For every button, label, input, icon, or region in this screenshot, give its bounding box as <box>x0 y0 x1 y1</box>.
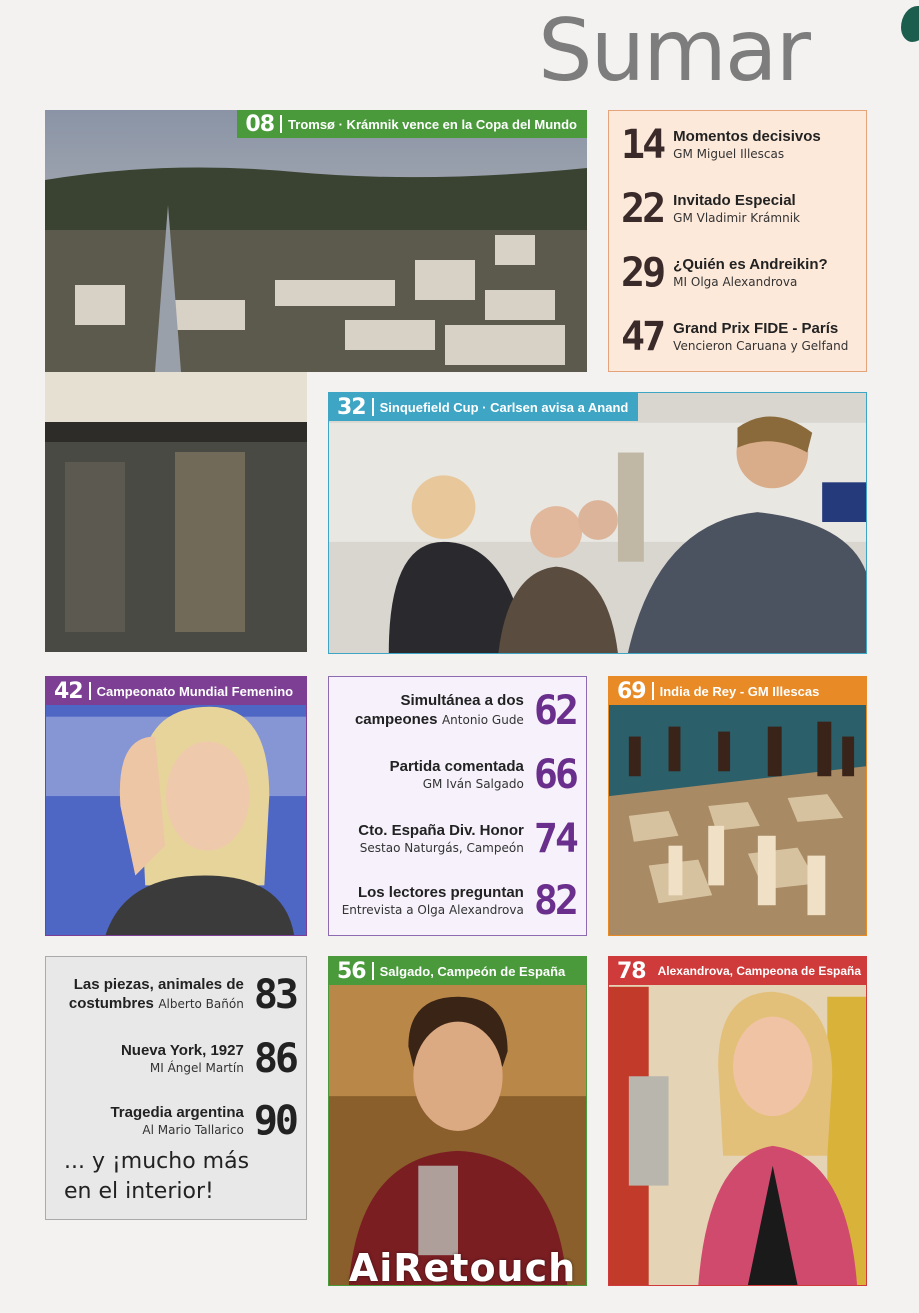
sinquefield-caption: Sinquefield Cup · Carlsen avisa a Anand <box>379 399 629 415</box>
caption-separator <box>652 682 654 700</box>
item-author: Entrevista a Olga Alexandrova <box>341 902 524 917</box>
item-title: Grand Prix FIDE - París <box>673 320 839 338</box>
india-caption-bar <box>609 677 866 705</box>
page-title: Sumar <box>538 1 809 101</box>
carlsen-trophy-photo <box>329 393 866 653</box>
sinquefield-article-card[interactable] <box>328 392 867 654</box>
item-author: GM Vladimir Krámnik <box>673 210 800 225</box>
mundial-caption-bar <box>46 677 306 705</box>
item-page-number: 22 <box>621 186 664 232</box>
item-page-number: 83 <box>253 972 296 1018</box>
item-author: Antonio Gude <box>441 713 524 728</box>
list-item[interactable] <box>621 186 800 232</box>
item-title: Los lectores preguntan <box>357 884 524 902</box>
item-title: Partida comentada <box>389 758 524 776</box>
middle-contents-list <box>328 676 587 936</box>
item-title: Momentos decisivos <box>673 128 821 146</box>
alexandrova-photo <box>609 957 866 1285</box>
more-line-1: ... y ¡mucho más <box>64 1149 250 1174</box>
item-page-number: 74 <box>533 816 576 862</box>
item-title: Tragedia argentina <box>110 1104 244 1122</box>
item-page-number: 29 <box>621 250 664 296</box>
india-page-number: 69 <box>617 678 646 704</box>
female-champion-photo <box>46 677 306 935</box>
tromso-page-number: 08 <box>245 111 275 137</box>
top-contents-list <box>608 110 867 372</box>
item-page-number: 62 <box>533 688 576 734</box>
mundial-femenino-card[interactable] <box>45 676 307 936</box>
item-page-number: 14 <box>621 122 664 168</box>
item-author: Al Mario Tallarico <box>142 1122 244 1137</box>
alexandrova-page-number: 78 <box>617 958 646 984</box>
item-page-number: 82 <box>533 878 576 924</box>
list-item[interactable] <box>389 752 576 798</box>
item-title-continued: campeones <box>354 711 438 729</box>
mundial-caption: Campeonato Mundial Femenino <box>96 683 294 699</box>
item-title: Invitado Especial <box>673 192 796 210</box>
tromso-article-card[interactable] <box>45 110 587 372</box>
caption-separator <box>89 682 91 700</box>
alexandrova-caption: Alexandrova, Campeona de España <box>657 964 862 978</box>
item-title: Las piezas, animales de <box>73 975 244 993</box>
caption-separator <box>280 115 282 133</box>
item-page-number: 47 <box>621 314 664 360</box>
list-item[interactable] <box>68 972 296 1018</box>
chessboard-photo <box>609 677 866 935</box>
sinquefield-page-number: 32 <box>337 394 366 420</box>
item-page-number: 66 <box>533 752 576 798</box>
item-title-continued: costumbres <box>68 995 154 1013</box>
alexandrova-article-card[interactable] <box>608 956 867 1286</box>
item-author: Sestao Naturgás, Campeón <box>359 840 524 855</box>
item-author: MI Ángel Martín <box>149 1060 244 1075</box>
list-item[interactable] <box>120 1036 296 1082</box>
tromso-photo-lower <box>45 372 307 652</box>
list-item[interactable] <box>621 122 821 168</box>
item-author: MI Olga Alexandrova <box>673 274 798 289</box>
corner-leaf-decoration <box>901 6 919 42</box>
mundial-page-number: 42 <box>54 678 83 704</box>
item-title: ¿Quién es Andreikin? <box>673 256 828 274</box>
india-caption: India de Rey - GM Illescas <box>659 683 820 699</box>
tromso-photo <box>45 110 587 372</box>
item-title: Nueva York, 1927 <box>120 1042 244 1060</box>
salgado-photo <box>329 957 586 1285</box>
sinquefield-caption-bar <box>329 393 638 421</box>
harbor-reflection-photo <box>45 372 307 652</box>
item-title: Simultánea a dos <box>400 691 524 709</box>
tromso-caption: Tromsø · Krámnik vence en la Copa del Mundo <box>288 116 577 132</box>
salgado-caption-bar <box>329 957 586 985</box>
list-item[interactable] <box>341 878 576 924</box>
more-line-2: en el interior! <box>64 1178 214 1204</box>
item-author: Vencieron Caruana y Gelfand <box>673 338 849 353</box>
tromso-caption-bar <box>237 110 587 138</box>
more-inside-note <box>64 1147 249 1206</box>
item-author: Alberto Bañón <box>158 997 244 1012</box>
caption-separator <box>372 962 374 980</box>
list-item[interactable] <box>358 816 576 862</box>
list-item[interactable] <box>621 250 828 296</box>
salgado-article-card[interactable] <box>328 956 587 1286</box>
list-item[interactable] <box>621 314 849 360</box>
salgado-page-number: 56 <box>337 958 366 984</box>
alexandrova-caption-bar <box>609 957 866 985</box>
list-item[interactable] <box>110 1098 296 1144</box>
india-de-rey-card[interactable] <box>608 676 867 936</box>
item-page-number: 86 <box>253 1036 296 1082</box>
caption-separator <box>372 398 374 416</box>
bottom-contents-list <box>45 956 307 1220</box>
item-author: GM Miguel Illescas <box>673 146 785 161</box>
item-author: GM Iván Salgado <box>422 776 524 791</box>
salgado-caption: Salgado, Campeón de España <box>379 963 566 979</box>
item-page-number: 90 <box>253 1098 296 1144</box>
item-title: Cto. España Div. Honor <box>358 822 524 840</box>
list-item[interactable] <box>354 688 576 734</box>
watermark-logo: AiRetouch <box>348 1246 577 1290</box>
